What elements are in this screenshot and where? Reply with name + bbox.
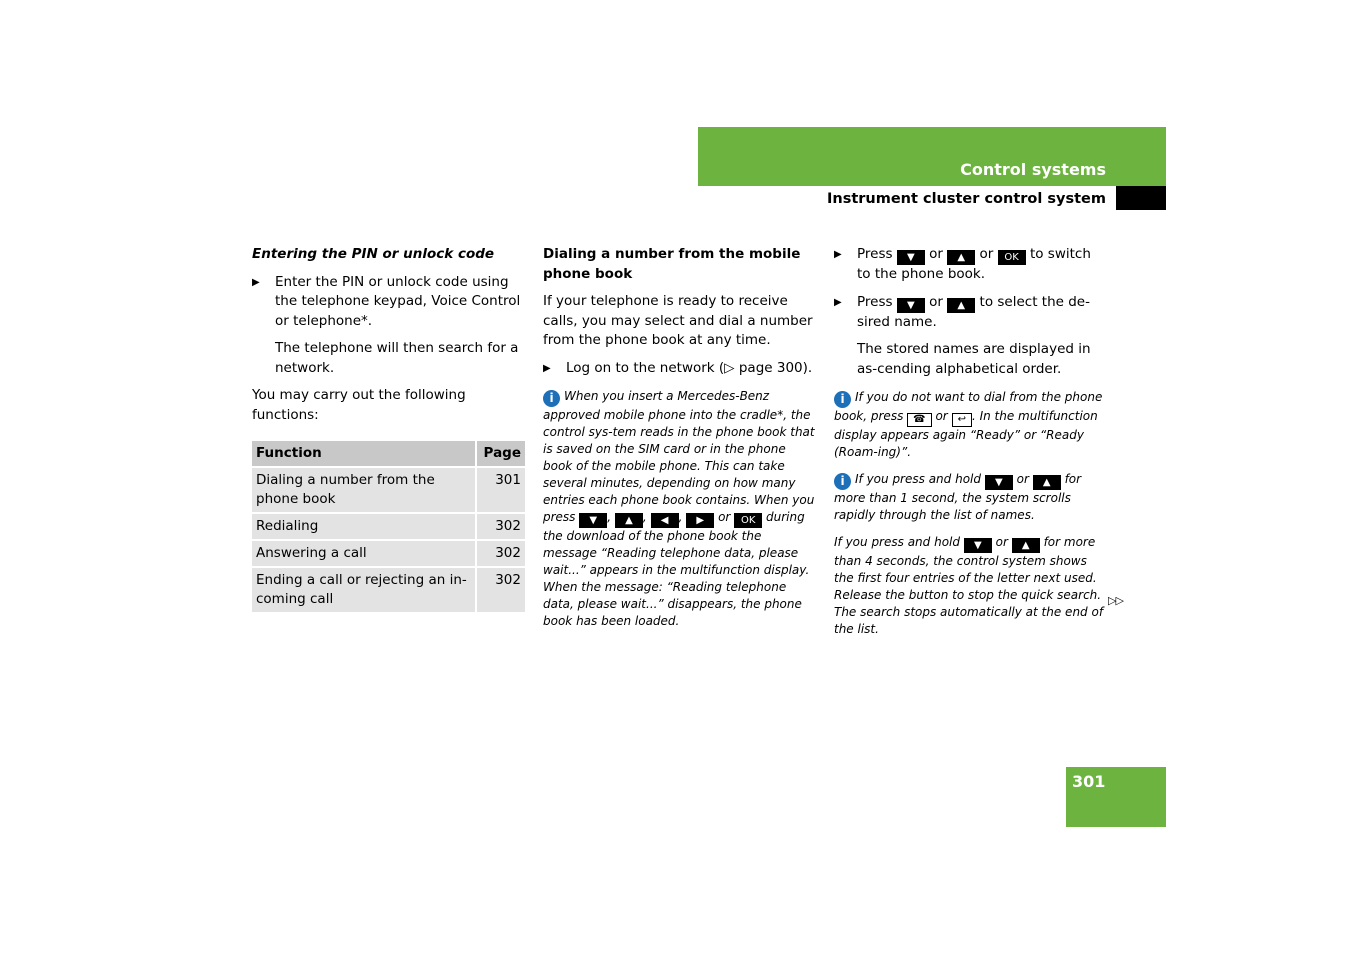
switch-step-text: to switch to the phone book. [857, 246, 1091, 282]
table-row [252, 513, 525, 540]
column-header-page: Page [476, 441, 525, 467]
down-key-icon: ▼ [985, 475, 1013, 490]
down-key-icon: ▼ [897, 298, 925, 313]
table-header-row [252, 441, 525, 467]
comma: , [607, 510, 612, 524]
down-key-icon: ▼ [897, 250, 925, 265]
function-cell: Dialing a number from the phone book [252, 467, 476, 513]
quick-search-text-b: for more than 4 seconds, the control system shows the first four entries of the letter next used. Release the button to stop the quick search. The search stops automatically at the end of the list. [834, 535, 1104, 636]
scroll-note-text-b: for more than 1 second, the system scrolls rapidly through the list of names. [834, 472, 1082, 522]
bullet-arrow-icon: ▶ [252, 276, 260, 288]
or-word: or [929, 293, 943, 310]
download-note [543, 388, 817, 630]
function-cell: Ending a call or rejecting an in-coming call [252, 567, 476, 612]
scroll-note-text-a: If you press and hold [855, 472, 981, 486]
or-word: or [935, 409, 948, 423]
subsection-title: Instrument cluster control system [826, 191, 1106, 207]
switch-step [834, 245, 1108, 285]
header-bar [698, 127, 1166, 186]
ok-key-icon: OK [998, 250, 1026, 265]
quick-search-text-a: If you press and hold [834, 535, 960, 549]
dialing-heading: Dialing a number from the mobile phone book [543, 246, 801, 282]
up-key-icon: ▲ [615, 513, 643, 528]
continue-icon: ▷▷ [1108, 594, 1123, 607]
exit-note-text-b: . In the multifunction display appears again “Ready” or “Ready (Roam-ing)”. [834, 409, 1098, 459]
network-step-text: Log on to the network (▷ page 300). [566, 359, 813, 376]
page-cell: 302 [476, 567, 525, 612]
or-word: or [718, 510, 731, 524]
up-key-icon: ▲ [1012, 538, 1040, 553]
bullet-arrow-icon: ▶ [834, 296, 842, 308]
table-row [252, 567, 525, 612]
comma: , [678, 510, 683, 524]
page-cell: 302 [476, 513, 525, 540]
function-cell: Redialing [252, 513, 476, 540]
sort-info: The stored names are displayed in as-cending alphabetical order. [857, 341, 1091, 377]
press-word: Press [857, 293, 893, 310]
pin-step-text: Enter the PIN or unlock code using the telephone keypad, Voice Control or telephone*. [275, 273, 521, 329]
or-word: or [979, 246, 994, 262]
bullet-arrow-icon: ▶ [543, 362, 551, 374]
info-icon: i [834, 391, 851, 408]
download-note-text-a: When you insert a Mercedes-Benz approved mobile phone into the cradle*, the control sys-tem reads in the phone book that is saved on the SIM card or in the phone book of the mobile phone. This can take several minutes, depending on how many entries each phone book contains. When you press [543, 389, 815, 524]
hangup-key-icon: ☎ [907, 413, 931, 427]
exit-note [834, 389, 1108, 461]
quick-search-note [834, 534, 1108, 638]
functions-table [252, 441, 525, 612]
table-row [252, 540, 525, 567]
right-key-icon: ▶ [686, 513, 714, 528]
down-key-icon: ▼ [964, 538, 992, 553]
column-3 [834, 245, 1108, 648]
function-cell: Answering a call [252, 540, 476, 567]
info-icon: i [834, 473, 851, 490]
page-cell: 302 [476, 540, 525, 567]
pin-result: The telephone will then search for a network. [275, 340, 519, 376]
down-key-icon: ▼ [579, 513, 607, 528]
up-key-icon: ▲ [947, 298, 975, 313]
info-icon: i [543, 390, 560, 407]
network-step [543, 359, 817, 379]
select-step-text: to select the de-sired name. [857, 293, 1090, 330]
page-number-box [1066, 767, 1166, 827]
subheader-tab [1116, 186, 1166, 210]
column-1 [252, 245, 526, 612]
page-number: 301 [1072, 772, 1106, 791]
or-word: or [1016, 472, 1029, 486]
up-key-icon: ▲ [947, 250, 975, 265]
column-header-function: Function [252, 441, 476, 467]
up-key-icon: ▲ [1033, 475, 1061, 490]
ok-key-icon: OK [734, 513, 762, 528]
page-cell: 301 [476, 467, 525, 513]
functions-intro: You may carry out the following functions: [252, 387, 466, 423]
scroll-note [834, 471, 1108, 524]
download-note-text-b: during the download of the phone book the message “Reading telephone data, please wait...” appears in the multifunction display. When the message: “Reading telephone data, please wait...” disappears, the phone book has been loaded. [543, 510, 810, 628]
exit-note-text-a: If you do not want to dial from the phone book, press [834, 390, 1103, 423]
or-word: or [995, 535, 1008, 549]
pin-step [252, 273, 526, 332]
dialing-intro: If your telephone is ready to receive calls, you may select and dial a number from the phone book at any time. [543, 293, 813, 348]
pin-heading: Entering the PIN or unlock code [252, 246, 495, 262]
select-step [834, 293, 1108, 333]
bullet-arrow-icon: ▶ [834, 249, 842, 260]
press-word: Press [857, 246, 893, 262]
section-title: Control systems [960, 160, 1106, 179]
left-key-icon: ◀ [651, 513, 679, 528]
or-word: or [929, 246, 943, 262]
back-key-icon: ↩ [952, 413, 972, 427]
comma: , [642, 510, 647, 524]
table-row [252, 467, 525, 513]
subheader [698, 186, 1166, 210]
column-2 [543, 245, 817, 640]
